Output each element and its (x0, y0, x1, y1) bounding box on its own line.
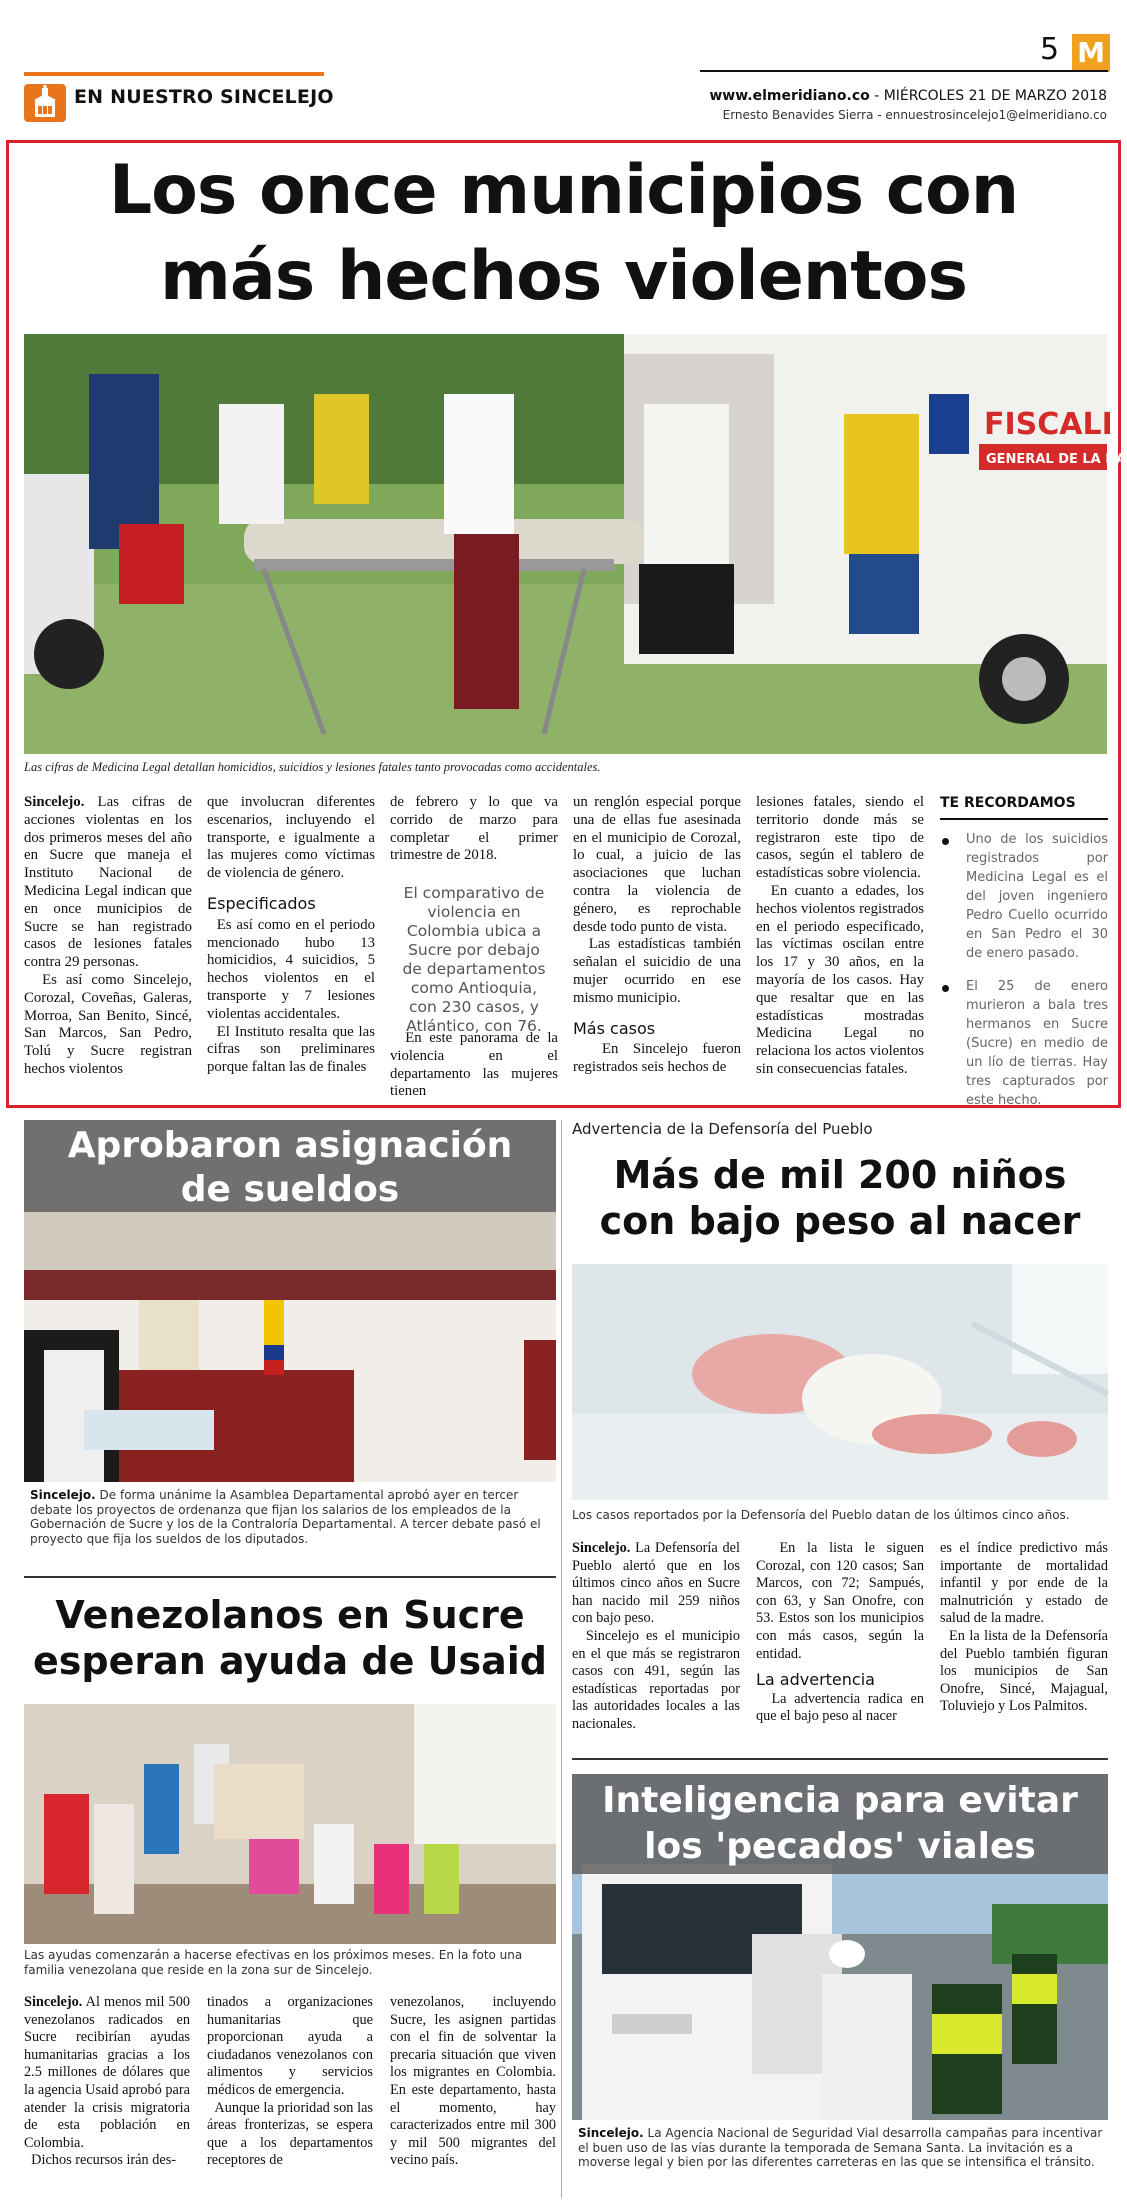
viales-headline: Inteligencia para evitar los 'pecados' viales (602, 1780, 1078, 1867)
sign-fiscalia-text: FISCALI (984, 407, 1113, 442)
ninos-photo (572, 1264, 1108, 1500)
column-divider (561, 1120, 562, 2198)
main-story-photo (24, 334, 1127, 754)
sidebar-rule (940, 818, 1108, 820)
date-text: - MIÉRCOLES 21 DE MARZO 2018 (869, 88, 1107, 104)
ninos-col-1: Sincelejo. La Defensoría del Pueblo alertó que en los últimos cinco años en Sucre han nacido mil 259 niños con bajo peso. Sincelejo es el municipio en el que más se registraron casos con 491, según las estadísticas reportadas por las autoridades locales a las nacionales. (572, 1540, 740, 1732)
venezolanos-headline: Venezolanos en Sucre esperan ayuda de Usaid (33, 1593, 547, 1683)
section-accent-bar (24, 72, 324, 76)
venezolanos-col-3: venezolanos, incluyendo Sucre, les asignen partidas con el fin de solventar la precaria situación que viven los migrantes en Colombia. En este departamento, hasta el momento, hay caracterizados entre mil 300 y mil 500 migrantes del vecino país. (390, 1994, 556, 2169)
bullet-icon (942, 985, 949, 992)
venezolanos-caption: Las ayudas comenzarán a hacerse efectivas en los próximos meses. En la foto una familia venezolana que reside en la zona sur de Sincelejo. (24, 1948, 523, 1977)
header-rule (700, 70, 1108, 72)
venezolanos-col-1: Sincelejo. Al menos mil 500 venezolanos radicados en Sucre recibirían ayudas humanitarias gracias a los 2.5 millones de dólares que la agencia Usaid aprobó para atender la crisis migratoria de esta población en Colombia. Dichos recursos irán des- (24, 1994, 190, 2169)
sidebar-item-2: El 25 de enero murieron a bala tres hermanos en Sucre (Sucre) en medio de un lío de tierras. Hay tres capturados por este hecho. (966, 979, 1108, 1108)
main-col-3: de febrero y lo que va corrido de marzo para completar el primer trimestre de 2018. (390, 794, 558, 864)
ninos-kicker: Advertencia de la Defensoría del Pueblo (572, 1120, 873, 1138)
main-col-2: que involucran diferentes escenarios, incluyendo el transporte, e igualmente a las mujeres como víctimas de violencia de género. Especificados Es así como en el periodo mencionado hubo 13 homicidios, 4 suicidios, 5 hechos violentos en el transporte y 7 lesiones violentas accidentales. El Instituto resalta que las cifras son preliminares porque faltan las de finales (207, 794, 375, 1076)
main-photo-caption: Las cifras de Medicina Legal detallan homicidios, suicidios y lesiones fatales tanto provocadas como accidentales. (24, 760, 601, 774)
subhead-mas-casos: Más casos (573, 1018, 656, 1038)
main-headline: Los once municipios con más hechos violentos (108, 151, 1019, 316)
left-section-rule (24, 1576, 556, 1578)
subhead-advertencia: La advertencia (756, 1670, 875, 1690)
author-line: Ernesto Benavides Sierra - ennuestrosincelejo1@elmeridiano.co (722, 108, 1107, 122)
subhead-especificados: Especificados (207, 893, 316, 913)
sueldos-caption: Sincelejo. De forma unánime la Asamblea Departamental aprobó ayer en tercer debate los proyectos de ordenanza que fijan los salarios de los empleados de la Gobernación de Sucre y los de la Contraloría Departamental. A tercer debate pasó el proyecto que fija los sueldos de los diputados. (30, 1488, 541, 1546)
sidebar-title: TE RECORDAMOS (940, 795, 1076, 811)
website-link[interactable]: www.elmeridiano.co (709, 88, 870, 104)
newspaper-logo: M (1072, 34, 1110, 72)
ninos-caption: Los casos reportados por la Defensoría del Pueblo datan de los últimos cinco años. (572, 1508, 1070, 1522)
ninos-headline: Más de mil 200 niños con bajo peso al nacer (599, 1153, 1081, 1243)
main-col-1: Sincelejo. Las cifras de acciones violentas en los dos primeros meses del año en Sucre que maneja el Instituto Nacional de Medicina Legal indican que en once municipios de Sucre se han registrado casos de lesiones fatales contra 29 personas. Es así como Sincelejo, Corozal, Coveñas, Galeras, Morroa, San Benito, Sincé, San Marcos, San Pedro, Tolú y Sucre registran hechos violentos (24, 794, 193, 1077)
sidebar-item-1: Uno de los suicidios registrados por Medicina Legal es el del joven ingeniero Pedro Cuello ocurrido en San Pedro el 30 de enero pasado. (966, 832, 1108, 961)
right-section-rule (572, 1758, 1108, 1760)
sign-general-text: GENERAL DE LA NA (986, 452, 1127, 467)
site-date-line (709, 88, 1107, 104)
bullet-icon (942, 838, 949, 845)
main-col-5: lesiones fatales, siendo el territorio donde más se registraron este tipo de casos, según el tablero de estadísticas sobre violencia. En cuanto a edades, los hechos violentos registrados en el periodo especificado, las víctimas oscilan entre los 17 y 30 años, en la mayoría de los casos. Hay que resaltar que en las estadísticas mostradas Medicina Legal no relaciona los actos violentos sin consecuencias fatales. (756, 794, 924, 1077)
ninos-col-2: En la lista le siguen Corozal, con 120 casos; San Marcos, con 72; Sampués, con 63, y San Onofre, con 53. Estos son los municipios con más casos, según la entidad. La advertencia La advertencia radica en que el bajo peso al nacer (756, 1540, 925, 1725)
ninos-col-3: es el índice predictivo más importante de mortalidad infantil y por ende de la malnutrición y estado de salud de la madre. En la lista de la Defensoría del Pueblo también figuran los municipios de San Onofre, Sincé, Majagual, Toluviejo y Los Palmitos. (940, 1540, 1108, 1715)
sueldos-headline: Aprobaron asignación de sueldos (67, 1125, 513, 1210)
pull-quote: El comparativo de violencia en Colombia ubica a Sucre por debajo de departamentos como Antioquia, con 230 casos, y Atlántico, con 76. (402, 884, 546, 1035)
venezolanos-col-2: tinados a organizaciones humanitarias que proporcionan ayuda a ciudadanos venezolanos con alimentos y servicios médicos de emergencia. Aunque la prioridad son las áreas fronterizas, se espera que a los departamentos receptores de (207, 1994, 373, 2169)
main-col-3-cont: En este panorama de la violencia en el departamento las mujeres tienen (390, 1030, 559, 1100)
venezolanos-photo (24, 1704, 556, 1944)
viales-caption: Sincelejo. La Agencia Nacional de Seguridad Vial desarrolla campañas para incentivar el buen uso de las vías durante la temporada de Semana Santa. La invitación es a moverse legal y bien por las diferentes carreteras en las que se intensifica el tránsito. (578, 2126, 1103, 2169)
section-label: EN NUESTRO SINCELEJO (74, 86, 334, 108)
page-number: 5 (1040, 32, 1060, 67)
church-icon (24, 84, 66, 122)
main-col-4: un renglón especial porque una de ellas fue asesinada en el municipio de Corozal, lo cual, a juicio de las asociaciones que luchan contra la violencia de género, es reprochable desde todo punto de vista. Las estadísticas también señalan el suicidio de una mujer ocurrido en ese mismo municipio. Más casos En Sincelejo fueron registrados seis hechos de (573, 794, 741, 1076)
